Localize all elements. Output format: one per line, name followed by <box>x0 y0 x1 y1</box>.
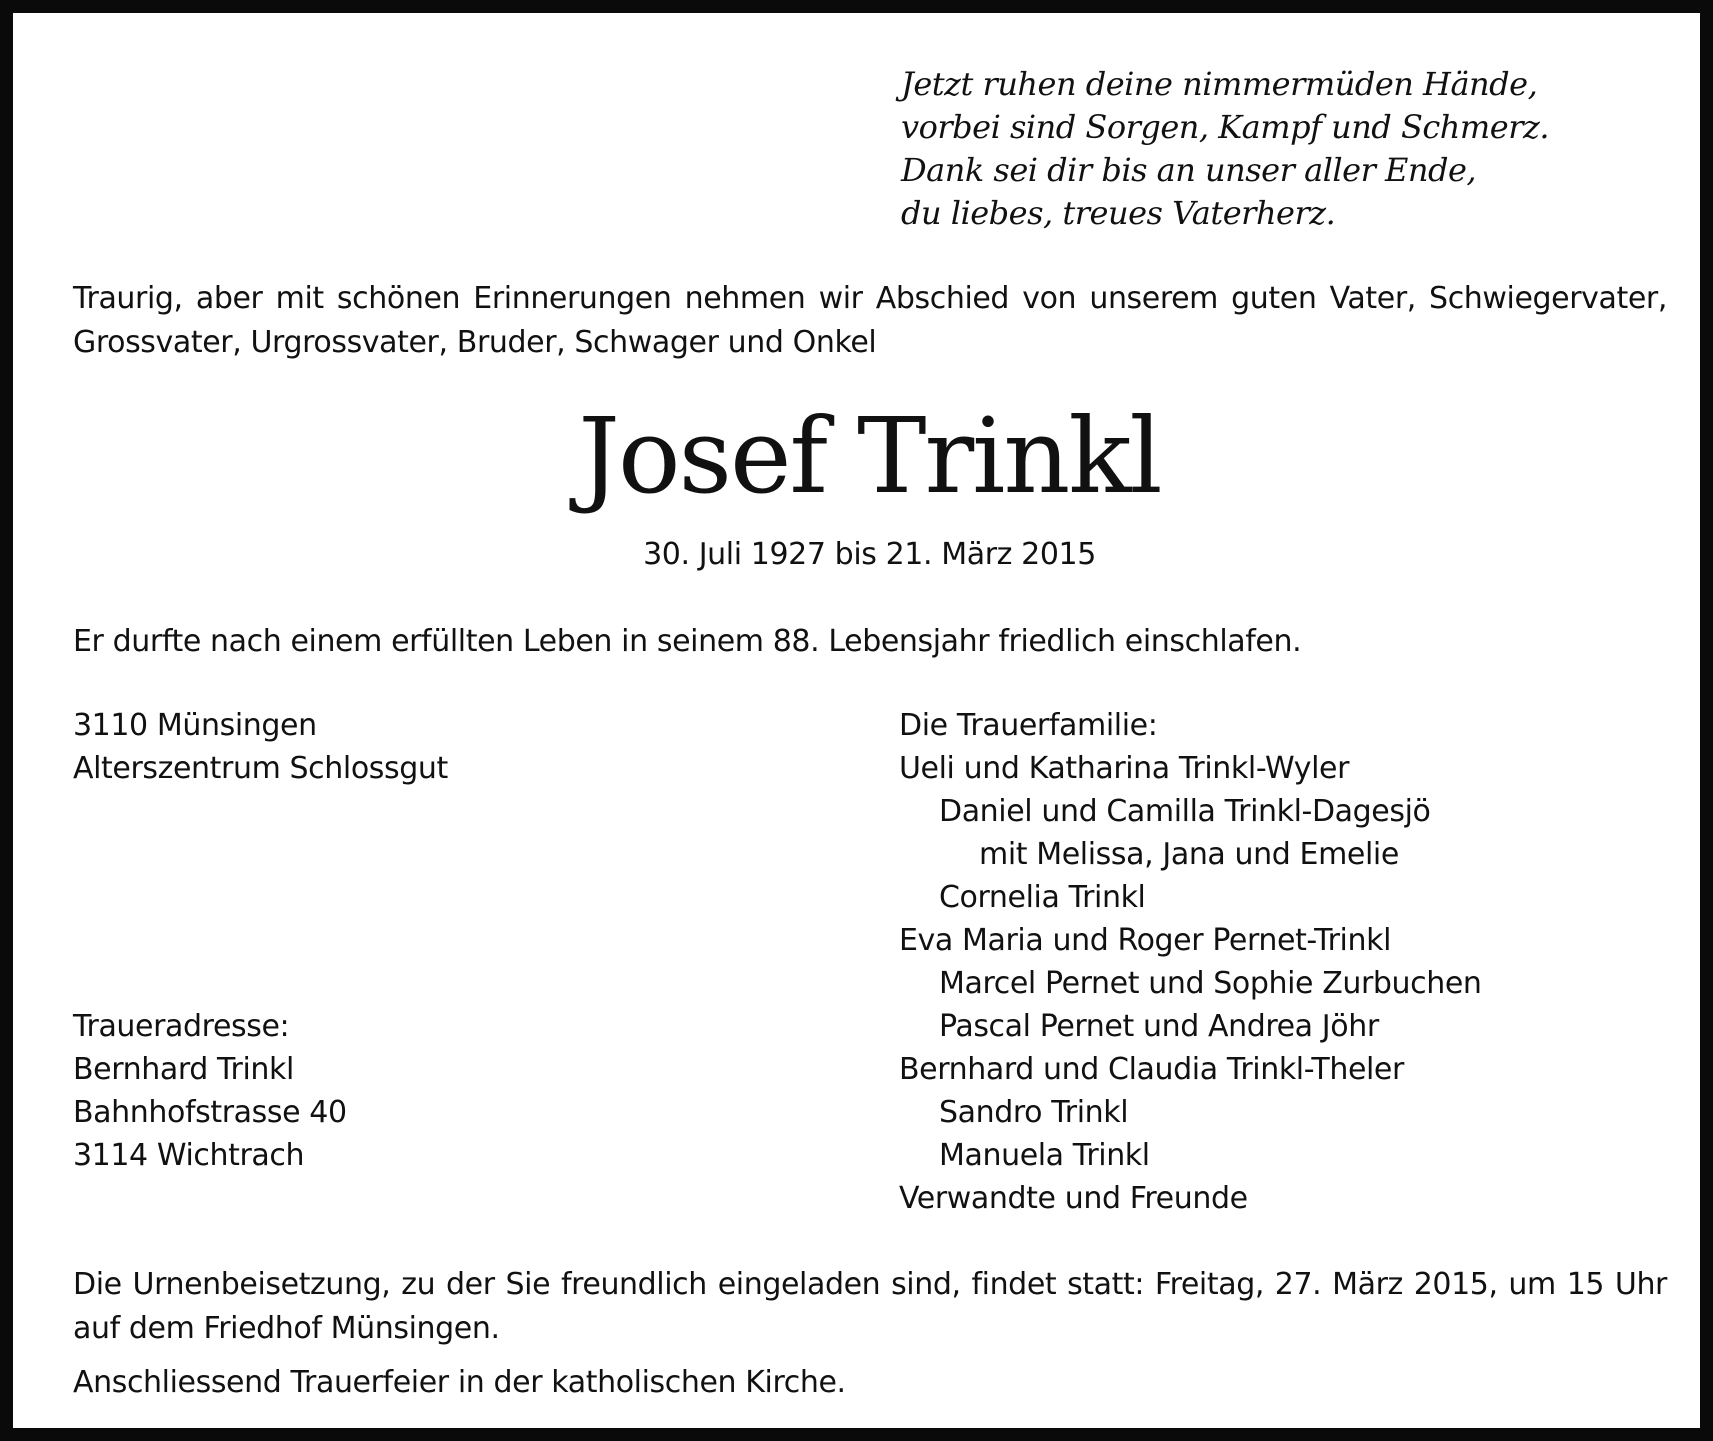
family-member: Sandro Trinkl <box>939 1095 1129 1130</box>
memorial-service-notice: Anschliessend Trauerfeier in der katholischen Kirche. <box>73 1365 846 1400</box>
poem-line: Dank sei dir bis an unser aller Ende, <box>901 151 1477 189</box>
life-dates: 30. Juli 1927 bis 21. März 2015 <box>643 537 1096 572</box>
family-member: Pascal Pernet und Andrea Jöhr <box>939 1009 1379 1044</box>
poem-line: du liebes, treues Vaterherz. <box>901 194 1336 232</box>
burial-notice-line: auf dem Friedhof Münsingen. <box>73 1311 500 1346</box>
address-column <box>73 704 448 1177</box>
residence-home: Alterszentrum Schlossgut <box>73 751 448 786</box>
mourning-address-label: Traueradresse: <box>73 1009 290 1044</box>
mourning-address-city: 3114 Wichtrach <box>73 1138 305 1173</box>
family-member: Bernhard und Claudia Trinkl-Theler <box>899 1052 1404 1087</box>
family-heading: Die Trauerfamilie: <box>899 708 1158 743</box>
burial-notice <box>73 1263 1667 1351</box>
deceased-name: Josef Trinkl <box>578 395 1161 517</box>
family-member: Manuela Trinkl <box>939 1138 1150 1173</box>
family-column <box>899 704 1482 1220</box>
mourning-address-name: Bernhard Trinkl <box>73 1052 294 1087</box>
family-member: Verwandte und Freunde <box>899 1181 1248 1216</box>
residence-city: 3110 Münsingen <box>73 708 317 743</box>
family-member: Marcel Pernet und Sophie Zurbuchen <box>939 966 1482 1001</box>
passing-statement: Er durfte nach einem erfüllten Leben in seinem 88. Lebensjahr friedlich einschlafen. <box>73 624 1302 659</box>
family-member: Daniel und Camilla Trinkl-Dagesjö <box>939 794 1431 829</box>
poem-line: Jetzt ruhen deine nimmermüden Hände, <box>901 65 1538 103</box>
column-spacer <box>73 790 448 1005</box>
family-member: Cornelia Trinkl <box>939 880 1146 915</box>
mourning-address-street: Bahnhofstrasse 40 <box>73 1095 347 1130</box>
burial-notice-line: Die Urnenbeisetzung, zu der Sie freundlich eingeladen sind, findet statt: Freitag, 27. März 2015, um 15 Uhr <box>73 1267 1667 1302</box>
family-member: Eva Maria und Roger Pernet-Trinkl <box>899 923 1392 958</box>
farewell-intro-line: Traurig, aber mit schönen Erinnerungen nehmen wir Abschied von unserem guten Vater, Schwiegervater, <box>73 281 1667 316</box>
family-member: mit Melissa, Jana und Emelie <box>979 837 1399 872</box>
farewell-intro <box>73 277 1667 365</box>
farewell-intro-line: Grossvater, Urgrossvater, Bruder, Schwager und Onkel <box>73 325 877 360</box>
memorial-poem <box>901 63 1549 235</box>
poem-line: vorbei sind Sorgen, Kampf und Schmerz. <box>901 108 1550 146</box>
family-member: Ueli und Katharina Trinkl-Wyler <box>899 751 1350 786</box>
